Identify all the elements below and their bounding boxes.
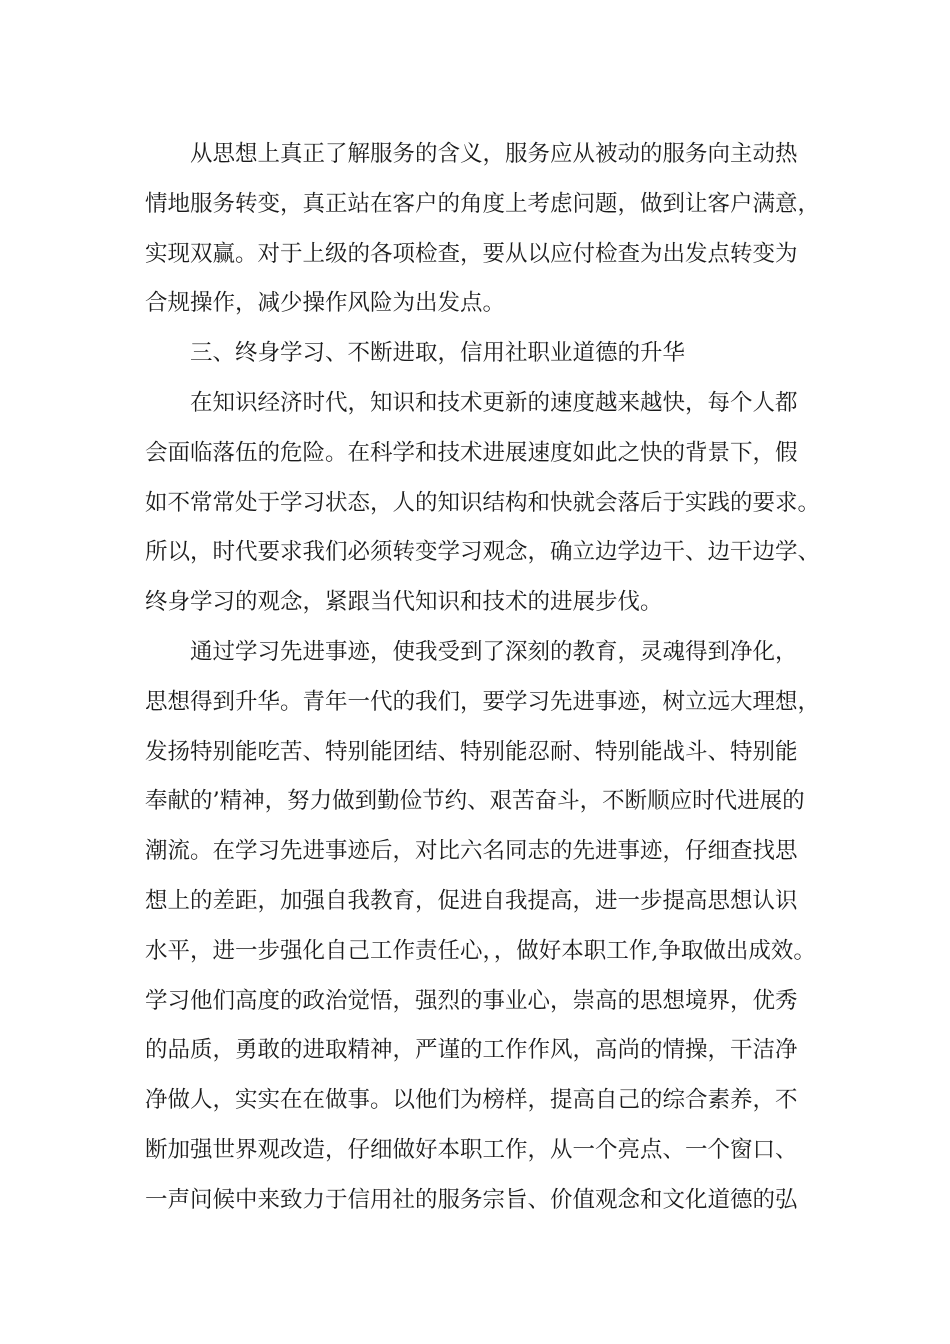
paragraph-line: 的品质，勇敢的进取精神，严谨的工作作风，高尚的情操，干洁净 xyxy=(145,1037,798,1064)
paragraph-line: 所以，时代要求我们必须转变学习观念，确立边学边干、边干边学、 xyxy=(145,539,821,566)
document-body xyxy=(145,130,825,1226)
paragraph-line: 想上的差距，加强自我教育，促进自我提高，进一步提高思想认识 xyxy=(145,887,798,914)
paragraph-line: 净做人，实实在在做事。以他们为榜样，提高自己的综合素养，不 xyxy=(145,1087,798,1114)
paragraph-line: 实现双赢。对于上级的各项检查，要从以应付检查为出发点转变为 xyxy=(145,240,798,267)
paragraph-line: 学习他们高度的政治觉悟，强烈的事业心，崇高的思想境界，优秀 xyxy=(145,987,798,1014)
paragraph-line: 水平，进一步强化自己工作责任心，，做好本职工作,争取做出成效。 xyxy=(145,937,816,964)
paragraph-line: 会面临落伍的危险。在科学和技术进展速度如此之快的背景下，假 xyxy=(145,439,798,466)
paragraph-line: 发扬特别能吃苦、特别能团结、特别能忍耐、特别能战斗、特别能 xyxy=(145,738,798,765)
section-heading: 三、终身学习、不断进取，信用社职业道德的升华 xyxy=(190,340,686,367)
paragraph-line: 奉献的’精神，努力做到勤俭节约、艰苦奋斗，不断顺应时代进展的 xyxy=(145,788,805,815)
paragraph-line: 在知识经济时代，知识和技术更新的速度越来越快，每个人都 xyxy=(190,389,798,416)
paragraph-line: 情地服务转变，真正站在客户的角度上考虑问题，做到让客户满意， xyxy=(145,190,821,217)
paragraph-line: 通过学习先进事迹，使我受到了深刻的教育，灵魂得到净化， xyxy=(190,638,798,665)
paragraph-line: 如不常常处于学习状态，人的知识结构和快就会落后于实践的要求。 xyxy=(145,489,821,516)
paragraph-line: 思想得到升华。青年一代的我们，要学习先进事迹，树立远大理想， xyxy=(145,688,821,715)
paragraph-line: 从思想上真正了解服务的含义，服务应从被动的服务向主动热 xyxy=(190,141,798,167)
paragraph-line: 潮流。在学习先进事迹后，对比六名同志的先进事迹，仔细查找思 xyxy=(145,838,798,865)
paragraph-line: 断加强世界观改造，仔细做好本职工作，从一个亮点、一个窗口、 xyxy=(145,1136,798,1163)
paragraph-line: 终身学习的观念，紧跟当代知识和技术的进展步伐。 xyxy=(145,589,663,616)
paragraph-line: 合规操作，减少操作风险为出发点。 xyxy=(145,290,506,317)
paragraph-line: 一声问候中来致力于信用社的服务宗旨、价值观念和文化道德的弘 xyxy=(145,1186,798,1213)
